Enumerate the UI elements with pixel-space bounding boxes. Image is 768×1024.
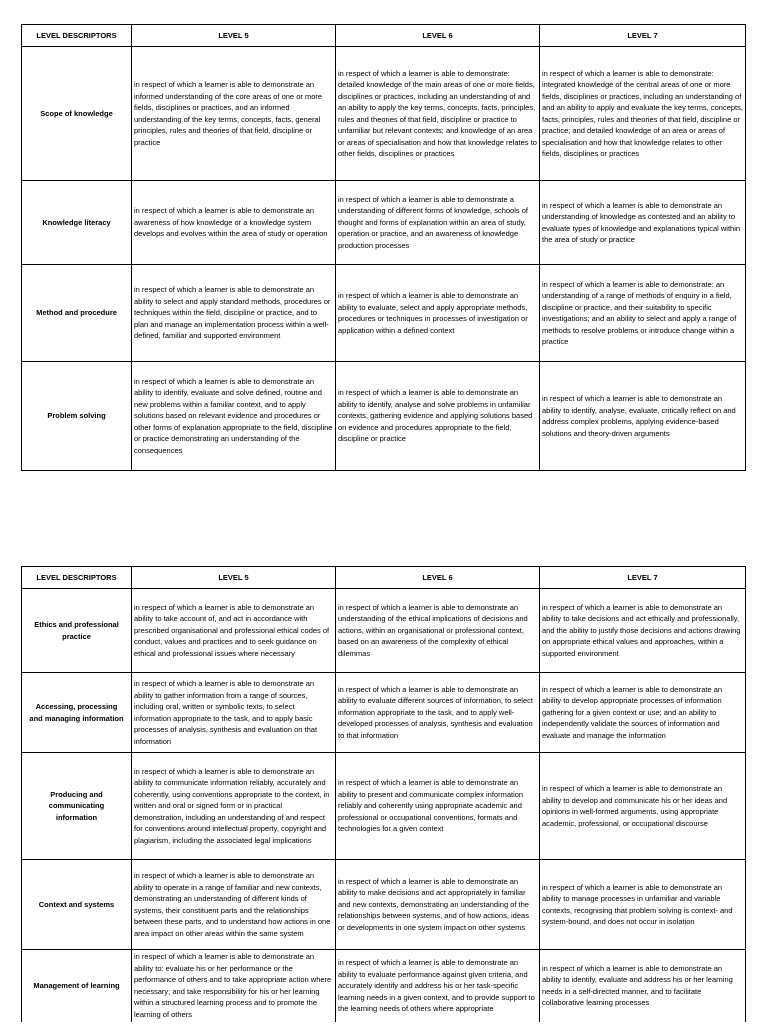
header-level-7: LEVEL 7 (540, 567, 746, 589)
table-cell: in respect of which a learner is able to demonstrate: detailed knowledge of the main areas of one or more fields, disciplines or practices, including an understanding of and an ability to apply the key terms, concepts, facts, principles, rules and theories of that field, discipline or practice to unfamiliar but relevant contexts; and knowledge of an area or areas of specialisation and how that knowledge relates to other fields, disciplines or practices (336, 47, 540, 181)
header-level-6: LEVEL 6 (336, 25, 540, 47)
header-level-7: LEVEL 7 (540, 25, 746, 47)
header-level-descriptors: LEVEL DESCRIPTORS (22, 567, 132, 589)
level-descriptors-table-2 (21, 566, 746, 1022)
table-cell: in respect of which a learner is able to demonstrate an ability to make decisions and act appropriately in familiar and new contexts, demonstrating an understanding of the relationships between systems, and of how actions, ideas or developments in one system impact on other systems (336, 860, 540, 950)
table-cell: in respect of which a learner is able to demonstrate a understanding of different forms of knowledge, schools of thought and forms of explanation within an area of study, operation or practice, and an awareness of knowledge production processes (336, 181, 540, 265)
table-cell: in respect of which a learner is able to demonstrate an ability to: evaluate his or her performance or the performance of others and to take appropriate action where necessary; and take responsibility for his or her learning within a structured learning process and to promote the learning of others (132, 950, 336, 1022)
row-label: Accessing, processing and managing information (22, 673, 132, 753)
table-header-row (22, 567, 746, 589)
table-row (22, 589, 746, 673)
table-cell: in respect of which a learner is able to demonstrate: integrated knowledge of the central areas of one or more fields, disciplines or practices, including an understanding of and an ability to apply and evaluate the key terms, concepts, facts, principles, rules and theories of that field, discipline or practice; and detailed knowledge of an area or areas of specialisation and how that knowledge relates to other fields, disciplines or practices (540, 47, 746, 181)
table-cell: in respect of which a learner is able to demonstrate an awareness of how knowledge or a knowledge system develops and evolves within the area of study or operation (132, 181, 336, 265)
row-label: Producing and communicating information (22, 753, 132, 860)
header-level-6: LEVEL 6 (336, 567, 540, 589)
table-cell: in respect of which a learner is able to demonstrate an informed understanding of the core areas of one or more fields, disciplines or practices, and an informed understanding of the key terms, concepts, facts, general principles, rules and theories of that field, discipline or practice (132, 47, 336, 181)
table-row (22, 181, 746, 265)
header-level-descriptors: LEVEL DESCRIPTORS (22, 25, 132, 47)
table-row (22, 265, 746, 362)
row-label: Management of learning (22, 950, 132, 1022)
row-label: Problem solving (22, 362, 132, 471)
table-row (22, 673, 746, 753)
table-cell: in respect of which a learner is able to demonstrate an ability to identify, analyse and solve problems in unfamiliar contexts, gathering evidence and applying solutions based on evidence and procedures appropriate to the field, discipline or practice (336, 362, 540, 471)
table-cell: in respect of which a learner is able to demonstrate an ability to evaluate different sources of information, to select information appropriate to the task, and to apply well-developed processes of analysis, synthesis and evaluation to that information (336, 673, 540, 753)
table-row (22, 753, 746, 860)
table-cell: in respect of which a learner is able to demonstrate an ability to manage processes in unfamiliar and variable contexts, recognising that problem solving is context- and system-bound, and does not occur in isolation (540, 860, 746, 950)
table-cell: in respect of which a learner is able to demonstrate an understanding of the ethical implications of decisions and actions, within an organisational or professional context, based on an awareness of the complexity of ethical dilemmas (336, 589, 540, 673)
table-row (22, 950, 746, 1022)
table-cell: in respect of which a learner is able to demonstrate an ability to develop appropriate processes of information gathering for a given context or use; and an ability to independently validate the sources of information and evaluate and manage the information (540, 673, 746, 753)
table-row (22, 362, 746, 471)
table-cell: in respect of which a learner is able to demonstrate an ability to present and communicate complex information reliably and coherently using appropriate academic and professional or occupational conventions, formats and technologies for a given context (336, 753, 540, 860)
header-level-5: LEVEL 5 (132, 25, 336, 47)
row-label: Context and systems (22, 860, 132, 950)
table-cell: in respect of which a learner is able to demonstrate an ability to select and apply standard methods, procedures or techniques within the field, discipline or practice, and to plan and manage an implementation process within a well-defined, familiar and supported environment (132, 265, 336, 362)
table-cell: in respect of which a learner is able to demonstrate an ability to evaluate performance against given criteria, and accurately identify and address his or her task-specific learning needs in a given context, and to provide support to the learning needs of others where appropriate (336, 950, 540, 1022)
table-cell: in respect of which a learner is able to demonstrate an ability to identify, evaluate and address his or her learning needs in a self-directed manner, and to facilitate collaborative learning processes (540, 950, 746, 1022)
table-cell: in respect of which a learner is able to demonstrate an ability to take account of, and act in accordance with prescribed organisational and professional ethical codes of conduct, values and practices and to seek guidance on ethical and professional issues where necessary (132, 589, 336, 673)
row-label: Method and procedure (22, 265, 132, 362)
header-level-5: LEVEL 5 (132, 567, 336, 589)
table-row (22, 47, 746, 181)
table-cell: in respect of which a learner is able to demonstrate an ability to communicate information reliably, accurately and coherently, using conventions appropriate to the context, in written and oral or signed form or in practical demonstration, including an understanding of and respect for conventions around intellectual property, copyright and plagiarism, including the associated legal implications (132, 753, 336, 860)
table-cell: in respect of which a learner is able to demonstrate an ability to evaluate, select and apply appropriate methods, procedures or techniques in processes of investigation or application within a defined context (336, 265, 540, 362)
table-cell: in respect of which a learner is able to demonstrate an ability to take decisions and act ethically and professionally, and the ability to justify those decisions and actions drawing on appropriate ethical values and approaches, within a supported environment (540, 589, 746, 673)
row-label: Knowledge literacy (22, 181, 132, 265)
table-cell: in respect of which a learner is able to demonstrate an ability to develop and communicate his or her ideas and opinions in well-formed arguments, using appropriate academic, professional, or occupational discourse (540, 753, 746, 860)
row-label: Ethics and professional practice (22, 589, 132, 673)
level-descriptors-table-1 (21, 24, 746, 471)
table-cell: in respect of which a learner is able to demonstrate an ability to identify, evaluate and solve defined, routine and new problems within a familiar context, and to apply solutions based on relevant evidence and procedures or other forms of explanation appropriate to the field, discipline or practice demonstrating an understanding of the consequences (132, 362, 336, 471)
table-cell: in respect of which a learner is able to demonstrate an ability to operate in a range of familiar and new contexts, demonstrating an understanding of different kinds of systems, their constituent parts and the relationships between these parts, and to understand how actions in one area impact on other areas within the same system (132, 860, 336, 950)
table-header-row (22, 25, 746, 47)
table-cell: in respect of which a learner is able to demonstrate an ability to gather information from a range of sources, including oral, written or symbolic texts, to select information appropriate to the task, and to apply basic processes of analysis, synthesis and evaluation on that information (132, 673, 336, 753)
row-label: Scope of knowledge (22, 47, 132, 181)
table-row (22, 860, 746, 950)
table-cell: in respect of which a learner is able to demonstrate: an understanding of a range of methods of enquiry in a field, discipline or practice, and their suitability to specific investigations; and an ability to select and apply a range of methods to resolve problems or introduce change within a practice (540, 265, 746, 362)
table-cell: in respect of which a learner is able to demonstrate an understanding of knowledge as contested and an ability to evaluate types of knowledge and explanations typical within the area of study or practice (540, 181, 746, 265)
table-cell: in respect of which a learner is able to demonstrate an ability to identify, analyse, evaluate, critically reflect on and address complex problems, applying evidence-based solutions and theory-driven arguments (540, 362, 746, 471)
